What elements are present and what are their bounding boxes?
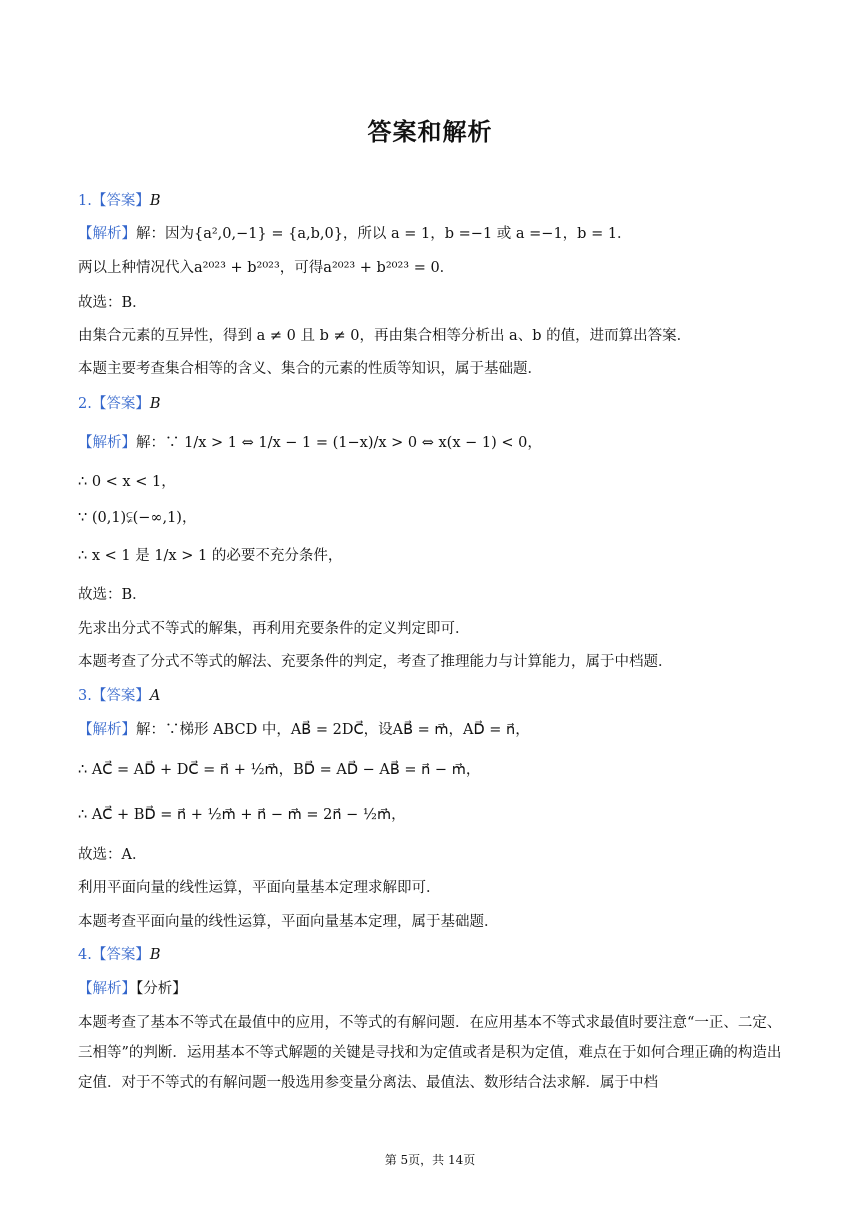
q1-text-1: 解：因为{a²,0,−1} = {a,b,0}，所以 a = 1，b =−1 或 a =−1，b = 1． <box>136 226 632 242</box>
q1-text-4: 由集合元素的互异性，得到 a ≠ 0 且 b ≠ 0，再由集合相等分析出 a、b 的值，进而算出答案． <box>78 328 692 344</box>
q3-analysis-tag: 【解析】 <box>78 722 136 738</box>
q3-text-4: 故选：A． <box>78 847 147 863</box>
q4-sub-tag: 【分析】 <box>136 981 187 997</box>
q1-answer-tag: 【答案】 <box>91 193 150 209</box>
q2-text-1: 解：∵ 1/x > 1 ⇔ 1/x − 1 = (1−x)/x > 0 ⇔ x(x − 1) < 0， <box>136 435 542 451</box>
q3-text-3: ∴ AC⃗ + BD⃗ = n⃗ + ½m⃗ + n⃗ − m⃗ = 2n⃗ − ½m⃗， <box>78 807 406 823</box>
q1-text-3: 故选：B． <box>78 295 147 311</box>
q4-paragraph: 本题考查了基本不等式在最值中的应用，不等式的有解问题．在应用基本不等式求最值时要注意“一正、二定、三相等”的判断．运用基本不等式解题的关键是寻找和为定值或者是积为定值，难点在于如何合理正确的构造出定值．对于不等式的有解问题一般选用参变量分离法、最值法、数形结合法求解．属于中档 <box>78 1015 782 1091</box>
q1-answer: B <box>149 193 161 209</box>
q4-number: 4. <box>78 947 92 963</box>
q2-text-3: ∵ (0,1)⫋(−∞,1)， <box>78 510 197 526</box>
q3-text-2: ∴ AC⃗ = AD⃗ + DC⃗ = n⃗ + ½m⃗，BD⃗ = AD⃗ − AB⃗ = n⃗ − m⃗， <box>78 762 481 778</box>
q2-answer-tag: 【答案】 <box>91 396 150 412</box>
q1-text-2: 两以上种情况代入a²⁰²³ + b²⁰²³，可得a²⁰²³ + b²⁰²³ = 0． <box>78 260 455 276</box>
q3-answer-tag: 【答案】 <box>91 688 150 704</box>
q1-answer-line <box>78 191 161 211</box>
q1-analysis-line <box>78 224 632 244</box>
q2-text-6: 先求出分式不等式的解集，再利用充要条件的定义判定即可． <box>78 621 470 637</box>
page-footer: 第 5页，共 14页 <box>384 1153 476 1167</box>
q1-text-5: 本题主要考查集合相等的含义、集合的元素的性质等知识，属于基础题． <box>78 361 542 377</box>
q2-analysis-line <box>78 433 542 453</box>
q1-number: 1. <box>78 193 92 209</box>
q3-number: 3. <box>78 688 92 704</box>
q2-text-4: ∴ x < 1 是 1/x > 1 的必要不充分条件， <box>78 548 343 564</box>
q2-answer: B <box>149 396 161 412</box>
q1-analysis-tag: 【解析】 <box>78 226 136 242</box>
q3-text-5: 利用平面向量的线性运算，平面向量基本定理求解即可． <box>78 880 441 896</box>
q2-number: 2. <box>78 396 92 412</box>
q4-analysis-line <box>78 979 187 999</box>
q2-text-5: 故选：B． <box>78 587 147 603</box>
q2-answer-line <box>78 394 161 414</box>
q3-text-6: 本题考查平面向量的线性运算，平面向量基本定理，属于基础题． <box>78 914 499 930</box>
q2-analysis-tag: 【解析】 <box>78 435 136 451</box>
q4-analysis-tag: 【解析】 <box>78 981 136 997</box>
q3-answer-line <box>78 686 160 706</box>
q4-answer: B <box>149 947 161 963</box>
q3-text-1: 解：∵梯形 ABCD 中，AB⃗ = 2DC⃗，设AB⃗ = m⃗，AD⃗ = n⃗， <box>136 722 530 738</box>
page-title: 答案和解析 <box>367 118 493 146</box>
q4-answer-tag: 【答案】 <box>91 947 150 963</box>
q2-text-2: ∴ 0 < x < 1， <box>78 474 176 490</box>
q3-analysis-line <box>78 720 530 740</box>
q2-text-7: 本题考查了分式不等式的解法、充要条件的判定，考查了推理能力与计算能力，属于中档题． <box>78 654 673 670</box>
q3-answer: A <box>149 688 161 704</box>
q4-answer-line <box>78 945 161 965</box>
